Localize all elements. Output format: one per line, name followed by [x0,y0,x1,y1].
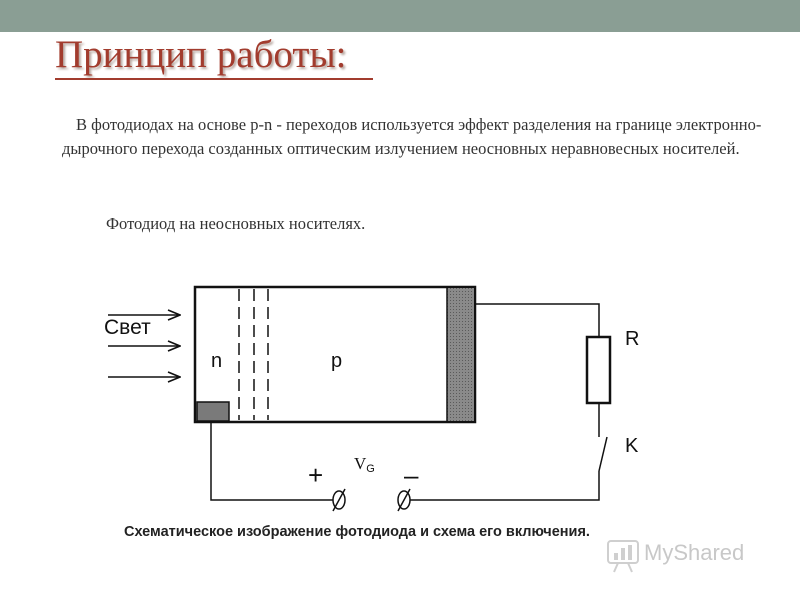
wire-top [475,304,599,337]
watermark-logo-icon [606,535,640,575]
voltage-subscript: G [366,463,375,475]
watermark-text: MyShared [644,540,745,565]
left-contact [197,402,229,421]
resistor [587,337,610,403]
switch-label: K [625,435,639,457]
minus-sign: – [404,460,419,490]
watermark [606,535,776,575]
voltage-symbol: V [354,454,367,473]
voltage-label [354,454,375,475]
p-region-label: p [331,350,343,372]
plus-sign: + [308,460,324,490]
wire-right-bottom [410,471,599,500]
diagram-caption: Схематическое изображение фотодиода и схема его включения. [124,524,590,540]
diagram-heading: Фотодиод на неосновных носителях. [106,214,366,233]
slide-title: Принцип работы: [55,33,347,76]
light-label: Свет [104,316,151,339]
switch [599,437,607,471]
description-paragraph: В фотодиодах на основе p-n - переходов используется эффект разделения на границе электронно-дырочного перехода созданных оптическим излучением неосновных неравновесных носителей. [62,115,762,158]
n-region-label: n [211,350,223,372]
resistor-label: R [625,328,640,350]
right-contact [447,288,474,421]
